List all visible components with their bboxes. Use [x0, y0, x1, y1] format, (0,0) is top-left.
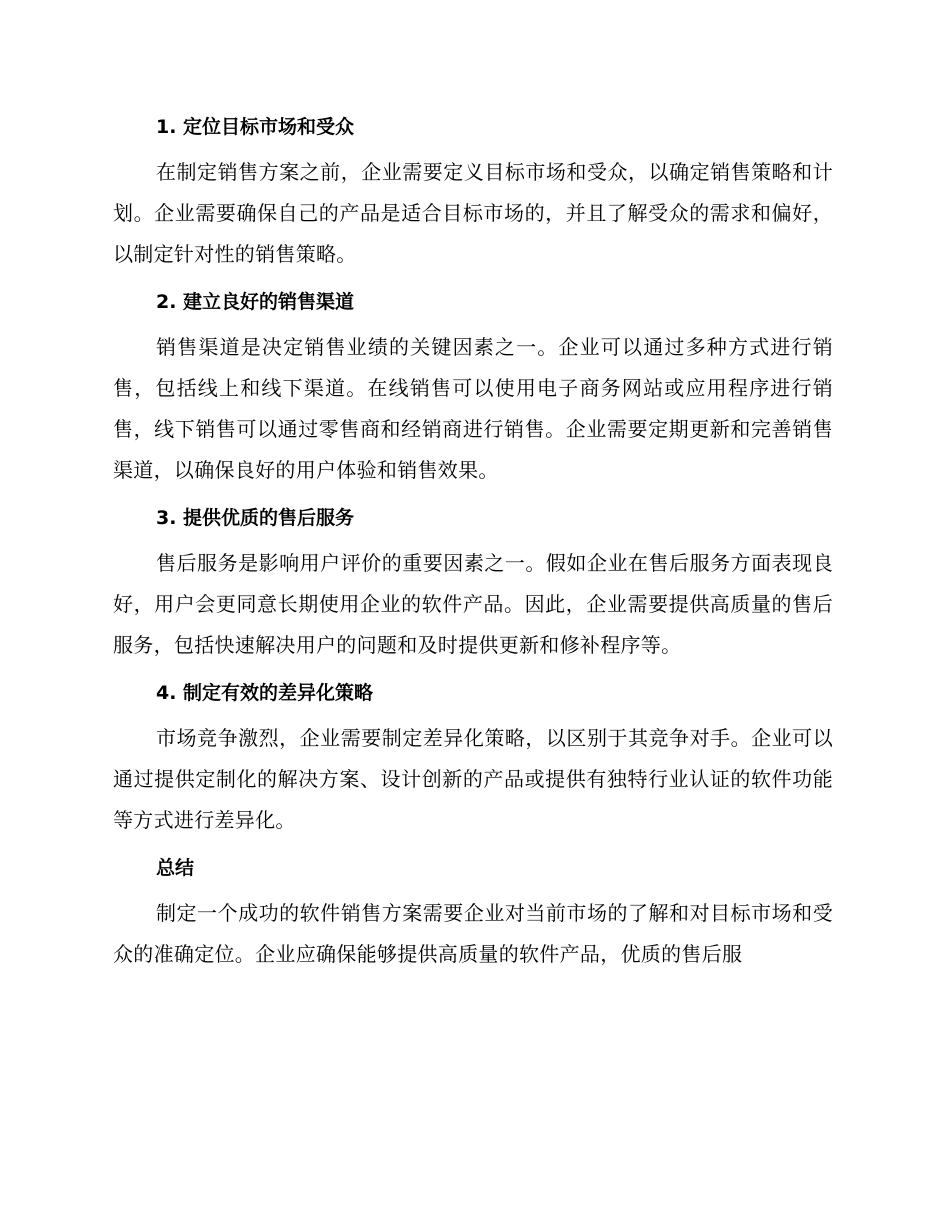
section-sales-channels [113, 287, 833, 491]
section-paragraph: 在制定销售方案之前，企业需要定义目标市场和受众，以确定销售策略和计划。企业需要确保自己的产品是适合目标市场的，并且了解受众的需求和偏好，以制定针对性的销售策略。 [113, 160, 833, 266]
section-paragraph: 制定一个成功的软件销售方案需要企业对当前市场的了解和对目标市场和受众的准确定位。企业应确保能够提供高质量的软件产品，优质的售后服 [113, 901, 833, 966]
section-heading: 2. 建立良好的销售渠道 [156, 291, 355, 313]
section-heading: 4. 制定有效的差异化策略 [156, 682, 374, 704]
section-heading: 总结 [156, 857, 195, 879]
document-content [113, 112, 833, 987]
section-paragraph: 市场竞争激烈，企业需要制定差异化策略，以区别于其竞争对手。企业可以通过提供定制化的解决方案、设计创新的产品或提供有独特行业认证的软件功能等方式进行差异化。 [113, 726, 833, 832]
section-paragraph: 售后服务是影响用户评价的重要因素之一。假如企业在售后服务方面表现良好，用户会更同意长期使用企业的软件产品。因此，企业需要提供高质量的售后服务，包括快速解决用户的问题和及时提供更新和修补程序等。 [113, 551, 833, 657]
section-differentiation [113, 678, 833, 841]
section-paragraph: 销售渠道是决定销售业绩的关键因素之一。企业可以通过多种方式进行销售，包括线上和线下渠道。在线销售可以使用电子商务网站或应用程序进行销售，线下销售可以通过零售商和经销商进行销售。企业需要定期更新和完善销售渠道，以确保良好的用户体验和销售效果。 [113, 335, 833, 482]
section-heading: 1. 定位目标市场和受众 [156, 116, 355, 138]
section-after-sales-service [113, 503, 833, 666]
section-summary [113, 853, 833, 975]
section-heading: 3. 提供优质的售后服务 [156, 507, 355, 529]
section-target-market [113, 112, 833, 275]
